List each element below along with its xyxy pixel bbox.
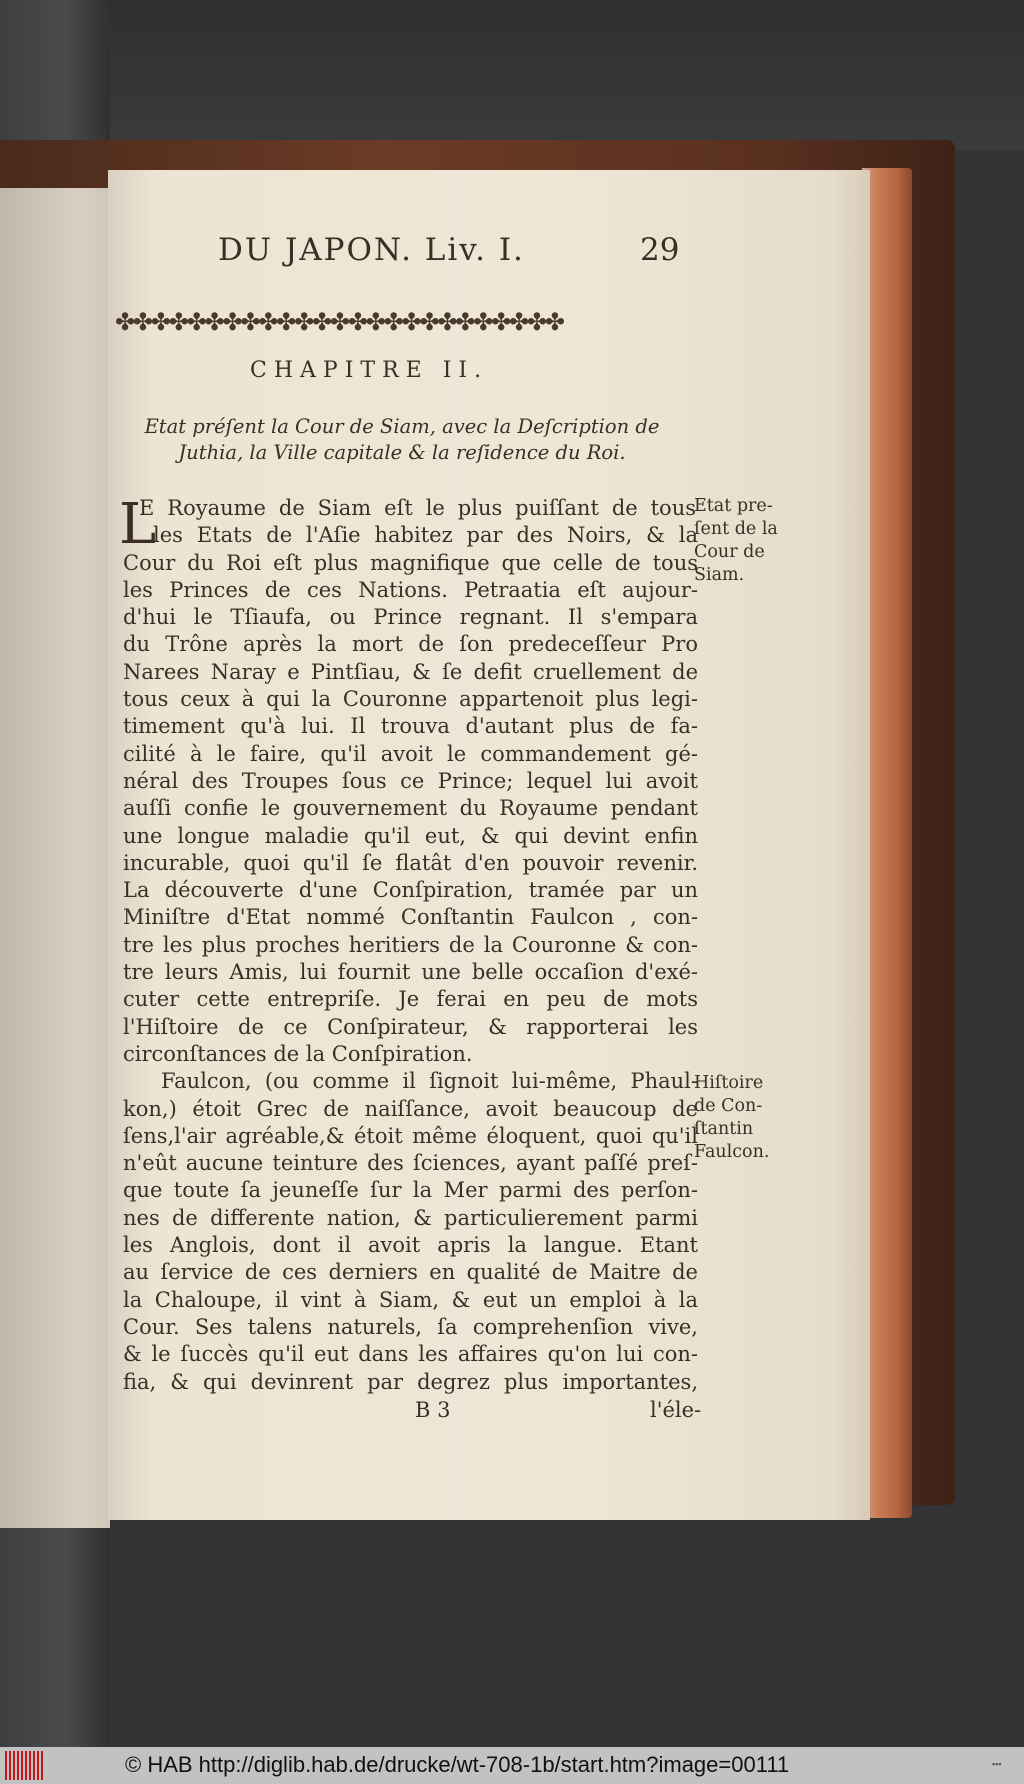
text-line: tre leurs Amis, lui fournit une belle occaſion d'exé- — [123, 960, 698, 985]
margin-note-etat — [694, 495, 778, 587]
text-line: n'eût aucune teinture des ſciences, ayant paſſé preſ- — [123, 1151, 698, 1176]
page-number: 29 — [640, 232, 680, 268]
text-line: auſſi confie le gouvernement du Royaume pendant — [123, 796, 698, 821]
hab-logo-icon — [5, 1751, 45, 1780]
text-line: du Trône après la mort de ſon predeceſſeur Pro — [123, 632, 698, 657]
text-line: les Anglois, dont il avoit apris la langue. Etant — [123, 1233, 698, 1258]
margin-note-histoire — [694, 1072, 769, 1164]
body-text — [119, 492, 698, 1396]
note-line: Hiſtoire — [694, 1073, 764, 1093]
text-line: Cour du Roi eſt plus magnifique que celle de tous — [123, 550, 698, 575]
text-line: Faulcon, (ou comme il ſignoit lui-même, Phaul- — [161, 1069, 698, 1094]
chapter-heading: CHAPITRE II. — [250, 358, 489, 383]
note-line: Faulcon. — [694, 1142, 770, 1162]
catchword: l'éle- — [650, 1398, 702, 1422]
text-line: kon,) étoit Grec de naiſſance, avoit beaucoup de — [123, 1096, 698, 1121]
text-line: & le ſuccès qu'il eut dans les affaires qu'on lui con- — [123, 1342, 698, 1367]
drop-cap: L — [119, 492, 157, 557]
text-line: Narees Naray e Pintſiau, & ſe defit cruellement de — [123, 659, 698, 684]
note-line: ſtantin — [694, 1119, 754, 1139]
subtitle-line: Etat préſent la Cour de Siam, avec la Deſcription de — [144, 415, 660, 438]
subtitle-line: Juthia, la Ville capitale & la reſidence du Roi. — [178, 441, 626, 464]
text-line: d'hui le Tſiaufa, ou Prince regnant. Il s'empara — [123, 605, 698, 630]
text-line: incurable, quoi qu'il ſe flatât d'en pouvoir revenir. — [123, 850, 698, 875]
facing-page-edge — [0, 188, 110, 1528]
text-line: les Princes de ces Nations. Petraatia eſt aujour- — [123, 577, 698, 602]
note-line: ſent de la — [694, 519, 778, 539]
text-line: tous ceux à qui la Couronne appartenoit plus legi- — [123, 687, 698, 712]
text-line: Cour. Ses talens naturels, ſa comprehenſion vive, — [123, 1314, 698, 1339]
more-icon[interactable]: ▪▪▪ — [992, 1759, 1002, 1769]
text-line: ſens,l'air agréable,& étoit même éloquent, quoi qu'il — [123, 1123, 698, 1148]
ornament-band: ✤✤✤✤✤✤✤✤✤✤✤✤✤✤✤✤✤✤✤✤✤✤✤✤✤ — [115, 308, 563, 336]
text-line: E Royaume de Siam eſt le plus puiſſant de tous — [139, 496, 696, 520]
text-line: tre les plus proches heritiers de la Couronne & con- — [123, 932, 698, 957]
text-line: La découverte d'une Conſpiration, tramée par un — [123, 878, 698, 903]
text-line: nes de differente nation, & particulierement parmi — [123, 1205, 698, 1230]
text-line: néral des Troupes ſous ce Prince; lequel lui avoit — [123, 768, 698, 793]
text-line: l'Hiſtoire de ce Conſpirateur, & rapporterai les — [123, 1014, 698, 1039]
text-line: fia, & qui devinrent par degrez plus importantes, — [123, 1369, 698, 1394]
text-line: cilité à le faire, qu'il avoit le commandement gé- — [123, 741, 698, 766]
running-head: DU JAPON. Liv. I. — [218, 232, 525, 268]
text-line: la Chaloupe, il vint à Siam, & eut un emploi à la — [123, 1287, 698, 1312]
text-line: que toute ſa jeuneſſe ſur la Mer parmi des perſon- — [123, 1178, 698, 1203]
text-line: Miniſtre d'Etat nommé Conſtantin Faulcon , con- — [123, 905, 698, 930]
text-line: circonſtances de la Conſpiration. — [123, 1041, 473, 1066]
note-line: de Con- — [694, 1096, 763, 1116]
copyright-link[interactable]: © HAB http://diglib.hab.de/drucke/wt-708-1b/start.htm?image=00111 — [125, 1752, 790, 1777]
text-line: les Etats de l'Aſie habitez par des Noirs, & la — [153, 523, 698, 548]
copyright-bar — [0, 1747, 1024, 1784]
background-top — [0, 0, 1024, 150]
note-line: Etat pre- — [694, 496, 773, 516]
signature-mark: B 3 — [415, 1398, 451, 1422]
note-line: Cour de — [694, 542, 765, 562]
chapter-subtitle — [116, 414, 688, 466]
text-line: au ſervice de ces derniers en qualité de Maitre de — [123, 1260, 698, 1285]
text-line: une longue maladie qu'il eut, & qui devint enfin — [123, 823, 698, 848]
text-line: timement qu'à lui. Il trouva d'autant plus de fa- — [123, 714, 698, 739]
text-line: cuter cette entrepriſe. Je ferai en peu de mots — [123, 987, 698, 1012]
note-line: Siam. — [694, 565, 745, 585]
